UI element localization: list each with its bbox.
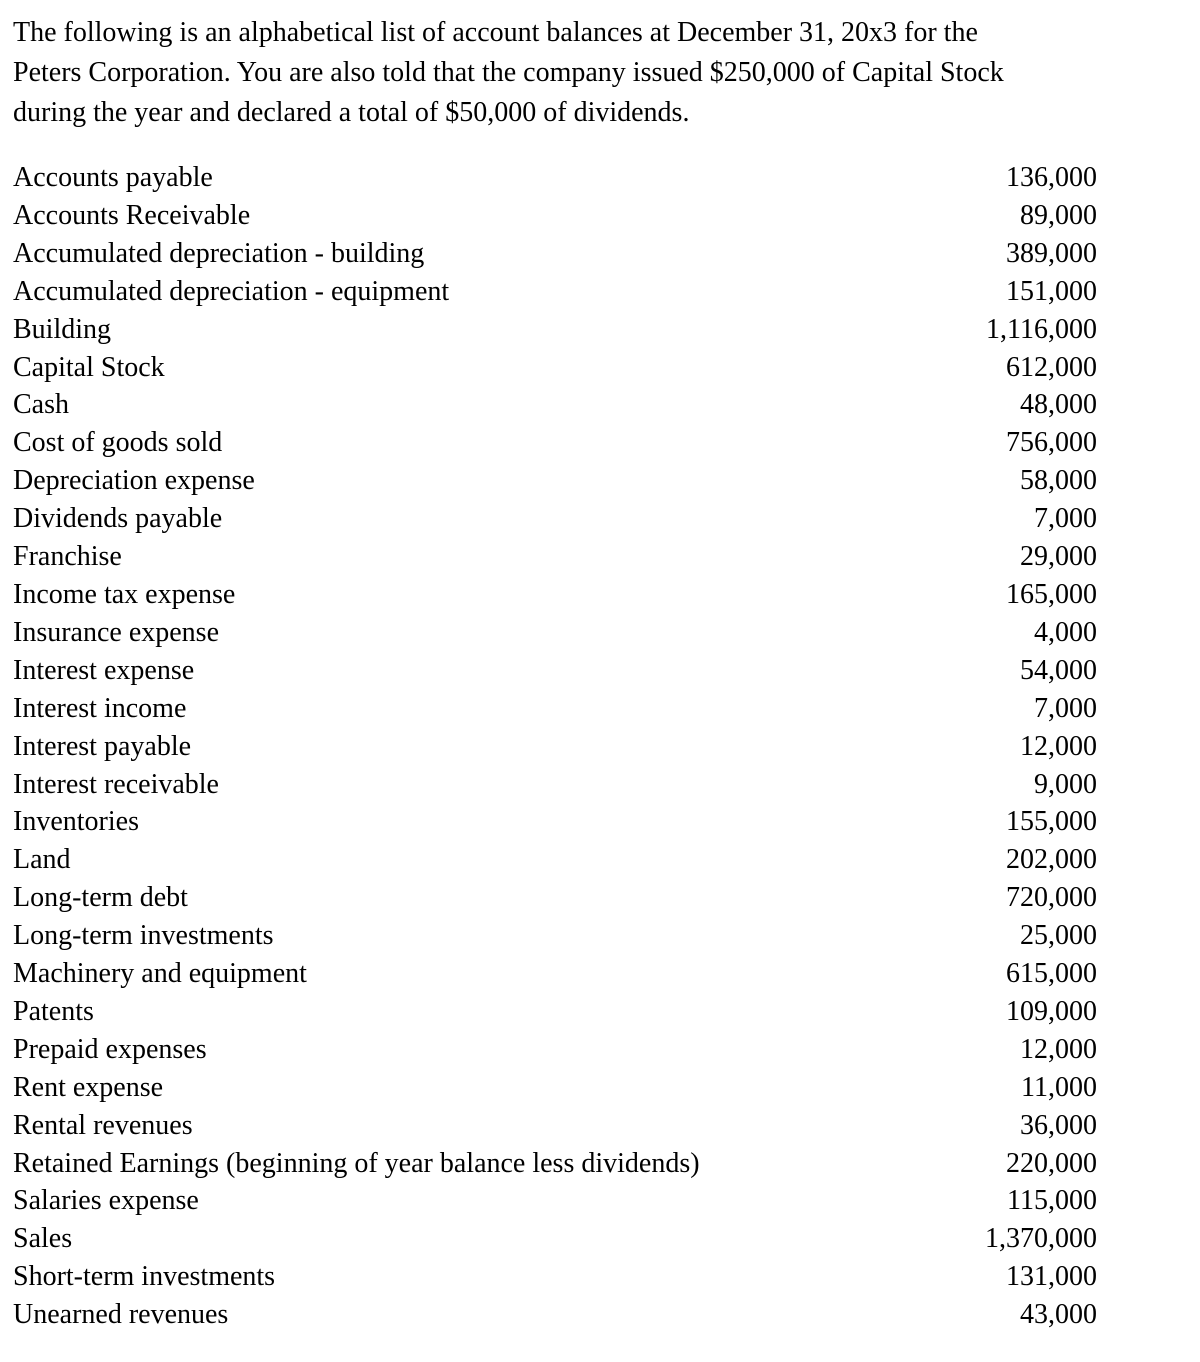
account-balance: 151,000 <box>1006 275 1097 307</box>
account-row <box>13 538 1097 576</box>
account-balance: 12,000 <box>1020 730 1097 762</box>
account-balance: 220,000 <box>1006 1147 1097 1179</box>
account-name: Machinery and equipment <box>13 958 307 990</box>
account-balance: 389,000 <box>1006 237 1097 269</box>
account-name: Accumulated depreciation - building <box>13 237 425 269</box>
account-balance: 29,000 <box>1020 541 1097 573</box>
account-row <box>13 803 1097 841</box>
account-balance: 9,000 <box>1034 768 1097 800</box>
account-name: Patents <box>13 995 94 1027</box>
account-name: Salaries expense <box>13 1185 199 1217</box>
account-row <box>13 728 1097 766</box>
account-name: Interest income <box>13 692 187 724</box>
account-balance: 756,000 <box>1006 427 1097 459</box>
account-balance: 1,370,000 <box>985 1223 1097 1255</box>
account-row <box>13 614 1097 652</box>
account-balance: 115,000 <box>1007 1185 1097 1217</box>
account-balance: 612,000 <box>1006 351 1097 383</box>
account-row <box>13 917 1097 955</box>
account-name: Accumulated depreciation - equipment <box>13 275 450 307</box>
account-balance: 11,000 <box>1021 1071 1097 1103</box>
account-name: Insurance expense <box>13 616 220 648</box>
account-name: Capital Stock <box>13 351 165 383</box>
account-balance: 615,000 <box>1006 958 1097 990</box>
account-balance: 36,000 <box>1020 1109 1097 1141</box>
account-row <box>13 273 1097 311</box>
account-row <box>13 424 1097 462</box>
account-row <box>13 235 1097 273</box>
account-row <box>13 652 1097 690</box>
account-balance: 131,000 <box>1006 1261 1097 1293</box>
account-row <box>13 1031 1097 1069</box>
account-name: Retained Earnings (beginning of year balance less dividends) <box>13 1147 700 1179</box>
account-balance: 109,000 <box>1006 995 1097 1027</box>
account-row <box>13 1182 1097 1220</box>
account-row <box>13 500 1097 538</box>
intro-line: The following is an alphabetical list of account balances at December 31, 20x3 for the <box>13 17 978 48</box>
account-name: Building <box>13 313 112 345</box>
account-row <box>13 1145 1097 1183</box>
account-row <box>13 1069 1097 1107</box>
account-balance: 7,000 <box>1034 503 1097 535</box>
account-name: Unearned revenues <box>13 1299 229 1331</box>
account-row <box>13 766 1097 804</box>
account-row <box>13 462 1097 500</box>
account-row <box>13 576 1097 614</box>
account-name: Interest payable <box>13 730 192 762</box>
account-balance: 720,000 <box>1006 882 1097 914</box>
account-name: Cost of goods sold <box>13 427 223 459</box>
account-balance: 4,000 <box>1034 616 1097 648</box>
account-row <box>13 1258 1097 1296</box>
account-name: Accounts payable <box>13 162 213 193</box>
account-row <box>13 1107 1097 1145</box>
account-balance: 25,000 <box>1020 920 1097 952</box>
account-balance: 7,000 <box>1034 692 1097 724</box>
account-row <box>13 349 1097 387</box>
account-row <box>13 841 1097 879</box>
account-name: Accounts Receivable <box>13 199 251 231</box>
account-row <box>13 993 1097 1031</box>
account-name: Depreciation expense <box>13 465 255 497</box>
account-row <box>13 1296 1097 1334</box>
account-balance: 58,000 <box>1020 465 1097 497</box>
account-row <box>13 197 1097 235</box>
account-name: Interest receivable <box>13 768 219 800</box>
account-name: Land <box>13 844 71 876</box>
account-balance: 202,000 <box>1006 844 1097 876</box>
account-row <box>13 386 1097 424</box>
account-name: Long-term investments <box>13 920 274 952</box>
account-name: Interest expense <box>13 654 195 686</box>
account-name: Income tax expense <box>13 578 236 610</box>
account-row <box>13 690 1097 728</box>
account-row <box>13 159 1097 197</box>
account-name: Short-term investments <box>13 1261 276 1293</box>
account-row <box>13 879 1097 917</box>
account-balance: 54,000 <box>1020 654 1097 686</box>
intro-paragraph <box>13 13 1097 133</box>
intro-line: Peters Corporation. You are also told that the company issued $250,000 of Capital Stock <box>13 57 1004 88</box>
account-balance: 165,000 <box>1006 578 1097 610</box>
account-balance-list <box>13 159 1097 1334</box>
account-balance: 89,000 <box>1020 199 1097 231</box>
account-name: Franchise <box>13 541 122 573</box>
account-balance: 136,000 <box>1006 162 1097 193</box>
account-name: Cash <box>13 389 69 421</box>
account-name: Prepaid expenses <box>13 1033 207 1065</box>
account-balance: 43,000 <box>1020 1299 1097 1331</box>
account-name: Inventories <box>13 806 139 838</box>
account-balance: 1,116,000 <box>986 313 1097 345</box>
intro-line: during the year and declared a total of $50,000 of dividends. <box>13 97 690 128</box>
account-balance: 155,000 <box>1006 806 1097 838</box>
account-row <box>13 1220 1097 1258</box>
account-name: Sales <box>13 1223 73 1255</box>
account-row <box>13 311 1097 349</box>
account-name: Rent expense <box>13 1071 164 1103</box>
account-balance: 12,000 <box>1020 1033 1097 1065</box>
account-name: Long-term debt <box>13 882 188 914</box>
account-name: Dividends payable <box>13 503 223 535</box>
account-balance: 48,000 <box>1020 389 1097 421</box>
account-name: Rental revenues <box>13 1109 193 1141</box>
account-row <box>13 955 1097 993</box>
